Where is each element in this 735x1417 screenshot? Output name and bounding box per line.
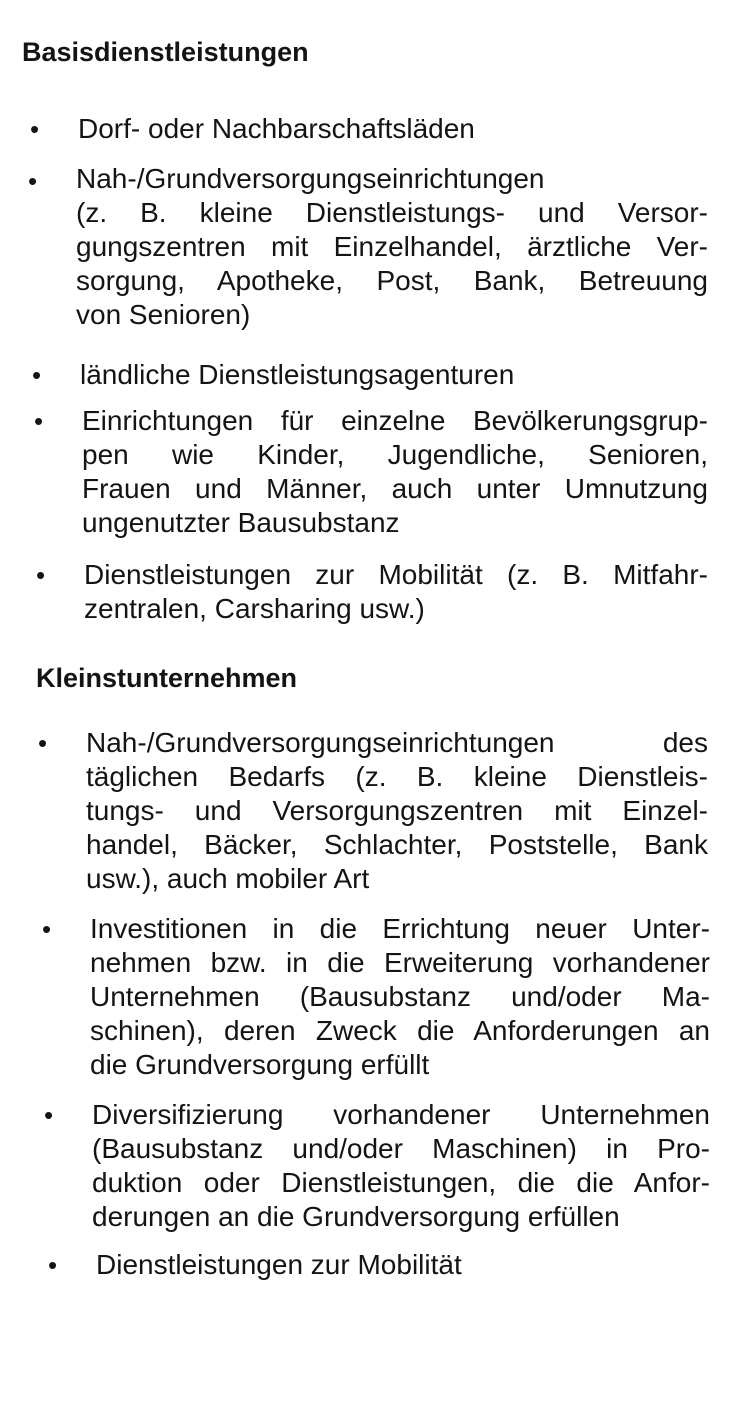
bullet-dot: • — [28, 166, 38, 196]
list-item-line: nehmen bzw. in die Erweiterung vorhandener — [90, 947, 710, 978]
list-item-line: die Grundversorgung erfüllt — [90, 1049, 430, 1080]
list-item-line: ländliche Dienstleistungsagenturen — [80, 359, 515, 390]
list-item-line: Unternehmen (Bausubstanz und/oder Ma- — [90, 981, 710, 1012]
list-item — [36, 558, 708, 626]
list-item-line: Dienstleistungen zur Mobilität (z. B. Mitfahr- — [84, 559, 708, 590]
bullet-dot: • — [44, 1100, 54, 1130]
list-item-line: ungenutzter Bausubstanz — [82, 507, 400, 538]
bullet-dot: • — [48, 1250, 58, 1280]
list-item-line: pen wie Kinder, Jugendliche, Senioren, — [82, 439, 708, 470]
list-item-line: (Bausubstanz und/oder Maschinen) in Pro- — [92, 1133, 710, 1164]
list-item-line: Einrichtungen für einzelne Bevölkerungsgrup- — [82, 405, 708, 436]
list-item-line: Dienstleistungen zur Mobilität — [96, 1249, 462, 1280]
list-item — [32, 358, 710, 392]
section-heading-basisdienstleistungen: Basisdienstleistungen — [22, 37, 309, 67]
list-item-line: (z. B. kleine Dienstleistungs- und Versor- — [76, 197, 708, 228]
bullet-dot: • — [30, 114, 40, 144]
list-item-line: Dorf- oder Nachbarschaftsläden — [78, 113, 475, 144]
list-item-line: Diversifizierung vorhandener Unternehmen — [92, 1099, 710, 1130]
list-item — [42, 912, 710, 1082]
list-item — [34, 404, 708, 540]
list-item-line: Nah-/Grundversorgungseinrichtungen — [76, 163, 545, 194]
list-item-line: derungen an die Grundversorgung erfüllen — [92, 1201, 620, 1232]
bullet-dot: • — [34, 406, 44, 436]
list-item-line: zentralen, Carsharing usw.) — [84, 593, 425, 624]
list-item — [28, 162, 708, 332]
list-item-line: von Senioren) — [76, 299, 251, 330]
list-item-line: handel, Bäcker, Schlachter, Poststelle, Bank — [86, 829, 708, 860]
list-item-line: sorgung, Apotheke, Post, Bank, Betreuung — [76, 265, 708, 296]
list-item-line: usw.), auch mobiler Art — [86, 863, 370, 894]
list-item-line: Nah-/Grundversorgungseinrichtungen des — [86, 727, 708, 758]
bullet-dot: • — [42, 914, 52, 944]
list-item-line: tungs- und Versorgungszentren mit Einzel- — [86, 795, 708, 826]
list-item — [44, 1098, 710, 1234]
list-item-line: Frauen und Männer, auch unter Umnutzung — [82, 473, 708, 504]
list-item-line: schinen), deren Zweck die Anforderungen an — [90, 1015, 710, 1046]
list-item-line: täglichen Bedarfs (z. B. kleine Dienstleis- — [86, 761, 708, 792]
list-item — [38, 726, 708, 896]
list-item-line: gungszentren mit Einzelhandel, ärztliche Ver- — [76, 231, 708, 262]
bullet-dot: • — [36, 560, 46, 590]
bullet-dot: • — [38, 728, 48, 758]
list-item-line: duktion oder Dienstleistungen, die die Anfor- — [92, 1167, 710, 1198]
list-item-line: Investitionen in die Errichtung neuer Unter- — [90, 913, 710, 944]
list-item — [30, 112, 718, 146]
list-item — [48, 1248, 696, 1282]
bullet-dot: • — [32, 360, 42, 390]
section-heading-kleinstunternehmen: Kleinstunternehmen — [36, 663, 298, 693]
